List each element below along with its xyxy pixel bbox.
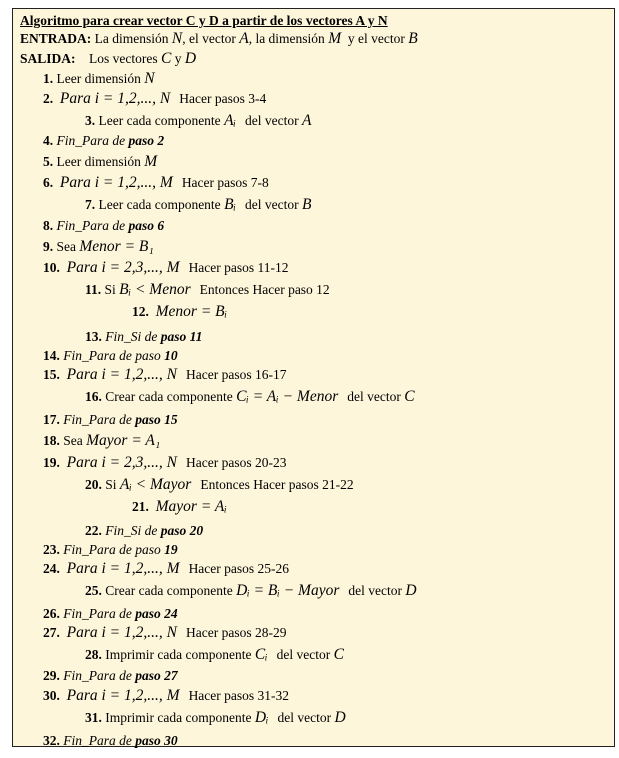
step-math: Aᵢ <box>224 112 236 129</box>
step-text: Si <box>104 282 116 297</box>
step-end-text: Fin_Si de <box>105 329 158 344</box>
step-number: 10. <box>43 260 60 275</box>
step-text: Crear cada componente <box>105 583 233 598</box>
step-text: Imprimir cada componente <box>105 647 252 662</box>
entrada-var-3: M <box>328 30 342 47</box>
step-action: del vector <box>277 710 332 725</box>
step-16 <box>85 389 415 405</box>
step-6 <box>43 175 269 191</box>
step-1 <box>43 71 155 87</box>
step-number: 27. <box>43 625 60 640</box>
step-9 <box>43 239 154 255</box>
step-number: 30. <box>43 688 60 703</box>
step-18 <box>43 433 160 449</box>
step-end-text: Fin_Para de <box>63 733 132 748</box>
step-text: Sea <box>56 239 76 254</box>
step-5 <box>43 154 157 170</box>
step-end-text: Fin_Para de paso <box>63 348 161 363</box>
step-math: Aᵢ < Mayor <box>119 476 192 493</box>
step-math: Dᵢ = Bᵢ − Mayor <box>236 582 340 599</box>
step-ref: paso 15 <box>135 412 178 427</box>
step-vector-name: D <box>405 582 417 599</box>
step-action: Hacer pasos 31-32 <box>188 688 290 703</box>
step-vector-name: A <box>301 112 312 129</box>
entrada-text-1: La dimensión <box>94 31 169 46</box>
step-8 <box>43 218 164 234</box>
step-number: 24. <box>43 561 60 576</box>
step-math: Cᵢ <box>254 646 268 663</box>
step-number: 11. <box>85 282 102 297</box>
step-2 <box>43 91 266 107</box>
step-3 <box>85 113 311 129</box>
step-number: 18. <box>43 433 60 448</box>
step-number: 20. <box>85 477 102 492</box>
step-7 <box>85 197 311 213</box>
step-math: Para i = 2,3,..., M <box>66 259 180 276</box>
step-math: Mayor = Aᵢ <box>155 498 227 515</box>
step-number: 28. <box>85 647 102 662</box>
step-30 <box>43 688 289 704</box>
step-13 <box>85 329 202 345</box>
step-number: 25. <box>85 583 102 598</box>
step-math: Bᵢ <box>224 196 236 213</box>
step-number: 17. <box>43 412 60 427</box>
step-text: Crear cada componente <box>105 389 233 404</box>
step-vector-name: B <box>301 196 312 213</box>
step-number: 22. <box>85 523 102 538</box>
step-25 <box>85 583 417 599</box>
step-24 <box>43 561 289 577</box>
step-action: Hacer pasos 11-12 <box>188 260 289 275</box>
step-math: Bᵢ < Menor <box>119 281 191 298</box>
step-number: 4. <box>43 133 54 148</box>
step-number: 16. <box>85 389 102 404</box>
step-math: Para i = 2,3,..., N <box>66 454 177 471</box>
step-action: del vector <box>244 113 299 128</box>
step-action: del vector <box>347 389 401 404</box>
step-math: Cᵢ = Aᵢ − Menor <box>236 388 339 405</box>
step-28 <box>85 647 344 663</box>
salida-text-2: y <box>174 51 182 66</box>
step-action: del vector <box>276 647 331 662</box>
step-vector-name: D <box>334 709 346 726</box>
step-text: Leer cada componente <box>98 113 221 128</box>
step-math: N <box>144 70 155 87</box>
entrada-text-3: , la dimensión <box>248 31 325 46</box>
step-math: M <box>144 153 158 170</box>
step-26 <box>43 606 178 622</box>
step-number: 31. <box>85 710 102 725</box>
step-19 <box>43 455 286 471</box>
step-ref: paso 30 <box>135 733 178 748</box>
step-math: Para i = 1,2,..., N <box>59 90 171 107</box>
step-29 <box>43 668 178 684</box>
step-end-text: Fin_Para de <box>56 133 126 148</box>
salida-line <box>20 51 196 67</box>
step-4 <box>43 133 164 149</box>
step-text: Leer dimensión <box>56 71 141 86</box>
step-text: Sea <box>63 433 83 448</box>
step-number: 14. <box>43 348 60 363</box>
step-ref: paso 27 <box>135 668 178 683</box>
step-ref: paso 24 <box>135 606 178 621</box>
salida-var-1: C <box>161 50 172 67</box>
step-math: Menor = B₁ <box>79 238 154 255</box>
step-number: 9. <box>43 239 54 254</box>
step-20 <box>85 477 354 493</box>
step-math: Menor = Bᵢ <box>155 303 228 320</box>
step-end-text: Fin_Para de <box>63 668 132 683</box>
step-text: Imprimir cada componente <box>105 710 252 725</box>
step-ref: paso 6 <box>128 218 165 233</box>
step-12 <box>132 304 227 320</box>
entrada-text-4: y el vector <box>347 31 405 46</box>
step-14 <box>43 348 178 364</box>
step-number: 21. <box>132 499 149 514</box>
algorithm-title: Algoritmo para crear vector C y D a partir de los vectores A y N <box>20 13 388 28</box>
step-action: del vector <box>244 197 299 212</box>
entrada-var-4: B <box>408 30 418 47</box>
entrada-var-2: A <box>239 30 249 47</box>
step-math: Para i = 1,2,..., M <box>66 687 180 704</box>
step-ref: 19 <box>164 542 178 557</box>
step-23 <box>43 542 178 558</box>
step-ref: paso 11 <box>160 329 203 344</box>
step-31 <box>85 710 346 726</box>
step-11 <box>85 282 330 298</box>
step-27 <box>43 625 286 641</box>
step-action: del vector <box>348 583 402 598</box>
step-action: Hacer pasos 25-26 <box>188 561 290 576</box>
entrada-label: ENTRADA: <box>20 31 92 46</box>
step-end-text: Fin_Para de <box>63 412 132 427</box>
step-vector-name: C <box>404 388 415 405</box>
step-22 <box>85 523 203 539</box>
step-math: Para i = 1,2,..., N <box>66 366 177 383</box>
step-math: Para i = 1,2,..., M <box>66 560 180 577</box>
step-number: 3. <box>85 113 96 128</box>
step-21 <box>132 499 227 515</box>
step-number: 13. <box>85 329 102 344</box>
entrada-var-1: N <box>171 30 183 47</box>
step-math: Dᵢ <box>254 709 269 726</box>
step-number: 26. <box>43 606 60 621</box>
step-action: Hacer pasos 7-8 <box>181 175 269 190</box>
step-15 <box>43 367 286 383</box>
step-number: 19. <box>43 455 60 470</box>
step-number: 15. <box>43 367 60 382</box>
step-number: 5. <box>43 154 54 169</box>
step-10 <box>43 260 289 276</box>
salida-text-1: Los vectores <box>89 51 158 66</box>
step-math: Para i = 1,2,..., N <box>66 624 177 641</box>
step-end-text: Fin_Para de <box>63 606 132 621</box>
step-ref: paso 2 <box>128 133 165 148</box>
step-math: Mayor = A₁ <box>86 432 161 449</box>
step-text: Si <box>105 477 117 492</box>
step-32 <box>43 733 178 749</box>
step-text: Leer cada componente <box>98 197 221 212</box>
step-action: Hacer pasos 20-23 <box>185 455 287 470</box>
salida-var-2: D <box>184 50 197 67</box>
step-number: 1. <box>43 71 54 86</box>
step-ref: 10 <box>164 348 178 363</box>
algorithm-box <box>12 8 615 747</box>
step-number: 2. <box>43 91 54 106</box>
step-number: 29. <box>43 668 60 683</box>
step-ref: paso 20 <box>160 523 204 538</box>
step-number: 8. <box>43 218 54 233</box>
step-action: Entonces Hacer paso 12 <box>199 282 330 297</box>
step-action: Entonces Hacer pasos 21-22 <box>200 477 354 492</box>
entrada-line <box>20 31 418 47</box>
salida-label: SALIDA: <box>20 51 76 66</box>
step-17 <box>43 412 178 428</box>
step-action: Hacer pasos 3-4 <box>179 91 267 106</box>
step-action: Hacer pasos 16-17 <box>185 367 287 382</box>
step-end-text: Fin_Para de paso <box>63 542 161 557</box>
step-number: 7. <box>85 197 96 212</box>
step-end-text: Fin_Para de <box>56 218 126 233</box>
entrada-text-2: , el vector <box>182 31 236 46</box>
step-number: 23. <box>43 542 60 557</box>
step-text: Leer dimensión <box>56 154 141 169</box>
step-number: 32. <box>43 733 60 748</box>
step-action: Hacer pasos 28-29 <box>185 625 287 640</box>
step-end-text: Fin_Si de <box>105 523 158 538</box>
step-number: 12. <box>132 304 149 319</box>
step-math: Para i = 1,2,..., M <box>59 174 173 191</box>
step-vector-name: C <box>333 646 344 663</box>
step-number: 6. <box>43 175 54 190</box>
